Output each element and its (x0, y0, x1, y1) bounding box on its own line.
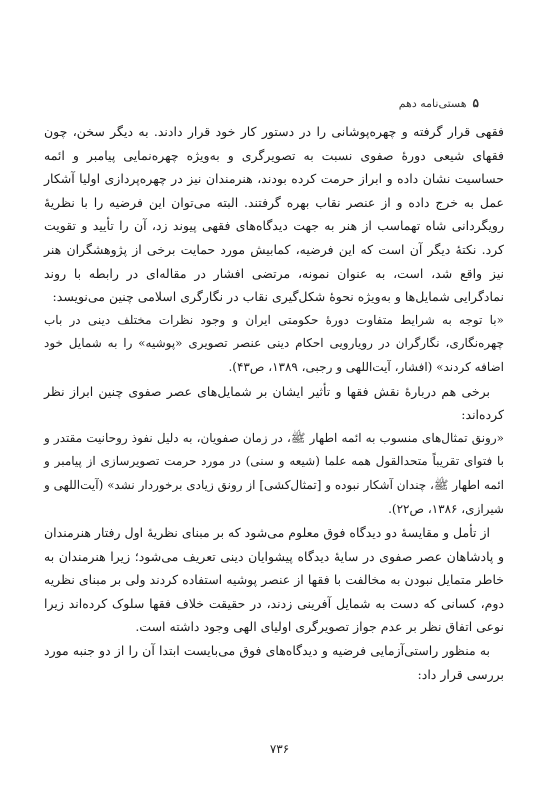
page-number: ۷۳۶ (269, 742, 290, 756)
running-header (399, 96, 479, 110)
journal-title: هستی‌نامه دهم (398, 96, 467, 110)
paragraph-verification: به منظور راستی‌آزمایی فرضیه و دیدگاه‌های فوق می‌بایست ابتدا آن را از دو جنبه مورد بررسی قرار داد: (44, 643, 504, 682)
quote-afshar: «با توجه به شرایط متفاوت دورهٔ حکومتی ایران و وجود نظرات مختلف دینی در باب چهره‌نگاری، نگارگران در رویارویی احکام دینی عنصر تصویری «پوشیه» را به شمایل خود اضافه کردند» (افشار، آیت‌اللهی و رجبی، ۱۳۸۹، ص۴۳). (44, 312, 504, 374)
paragraph-intro: فقهی قرار گرفته و چهره‌پوشانی را در دستور کار خود قرار دادند. به دیگر سخن، چون فقهای شیعی دورهٔ صفوی نسبت به تصویرگری و به‌ویژه چهره‌نمایی پیامبر و ائمه حساسیت نشان داده و ابراز حرمت کرده بودند، هنرمندان نیز در چهره‌پردازی اولیا آشکار عمل به خرج داده و از عنصر نقاب بهره گرفتند. البته می‌توان این فرضیه را با نظریهٔ رویگردانی شاه تهماسب از هنر به جهت دیدگاه‌های فقهی پیوند زد، آن را تأیید و تقویت کرد. نکتهٔ دیگر آن است که این فرضیه، کمابیش مورد حمایت برخی از پژوهشگران هنر نیز واقع شد، است، به عنوان نمونه، مرتضی افشار در مقاله‌ای در رابطه با روند نمادگرایی شمایل‌ها و به‌ویژه نحوهٔ شکل‌گیری نقاب در نگارگری اسلامی چنین می‌نویسد: (44, 124, 504, 305)
paragraph-jurists: برخی هم دربارهٔ نقش فقها و تأثیر ایشان بر شمایل‌های عصر صفوی چنین ابراز نظر کرده‌اند: (44, 383, 504, 423)
paragraph-comparison: از تأمل و مقایسهٔ دو دیدگاه فوق معلوم می‌شود که بر مبنای نظریهٔ اول رفتار هنرمندان و پادشاهان عصر صفوی در سایهٔ دیدگاه پیشوایان دینی تعریف می‌شود؛ زیرا هنرمندان به خاطر متمایل نبودن به مخالفت با فقها از عنصر پوشیه استفاده کردند ولی بر مبنای نظریه دوم، کسانی که دست به شمایل آفرینی زدند، در حقیقت خلاف فقها سلوک کرده‌اند زیرا نوعی اتفاق نظر بر عدم جواز تصویرگری اولیای الهی وجود داشته است. (44, 525, 504, 635)
folio-number: ۵ (472, 96, 479, 110)
quote-ayatollahi: «رونق تمثال‌های منسوب به ائمه اطهار ﷺ، در زمان صفویان، به دلیل نفوذ روحانیت مقتدر و با فتوای تقریباً متحدالقول همه علما (شیعه و سنی) در مورد حرمت تصویرسازی از پیامبر و ائمه اطهار ﷺ، چندان آشکار نبوده و [تمثال‌کشی] از رونق زیادی برخوردار نشد» (آیت‌اللهی و شیرازی، ۱۳۸۶، ص۲۲). (44, 430, 504, 516)
body-text (44, 120, 504, 686)
